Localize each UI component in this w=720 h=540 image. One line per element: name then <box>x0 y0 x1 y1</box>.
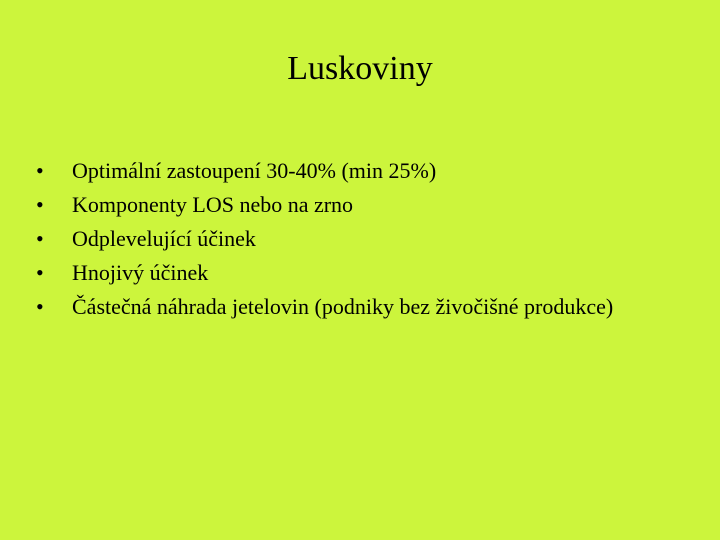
list-item <box>36 154 696 188</box>
bullet-icon: • <box>36 192 44 217</box>
bullet-text: Částečná náhrada jetelovin (podniky bez živočišné produkce) <box>72 294 614 319</box>
bullet-text: Optimální zastoupení 30-40% (min 25%) <box>72 158 437 183</box>
bullet-text: Hnojivý účinek <box>72 260 209 285</box>
list-item <box>36 222 696 256</box>
bullet-icon: • <box>36 260 44 285</box>
slide-title: Luskoviny <box>287 50 433 87</box>
list-item <box>36 256 696 290</box>
list-item <box>36 290 696 324</box>
list-item <box>36 188 696 222</box>
bullet-list <box>36 154 696 324</box>
bullet-text: Komponenty LOS nebo na zrno <box>72 192 354 217</box>
bullet-text: Odplevelující účinek <box>72 226 256 251</box>
bullet-icon: • <box>36 158 44 183</box>
bullet-icon: • <box>36 226 44 251</box>
bullet-icon: • <box>36 294 44 319</box>
